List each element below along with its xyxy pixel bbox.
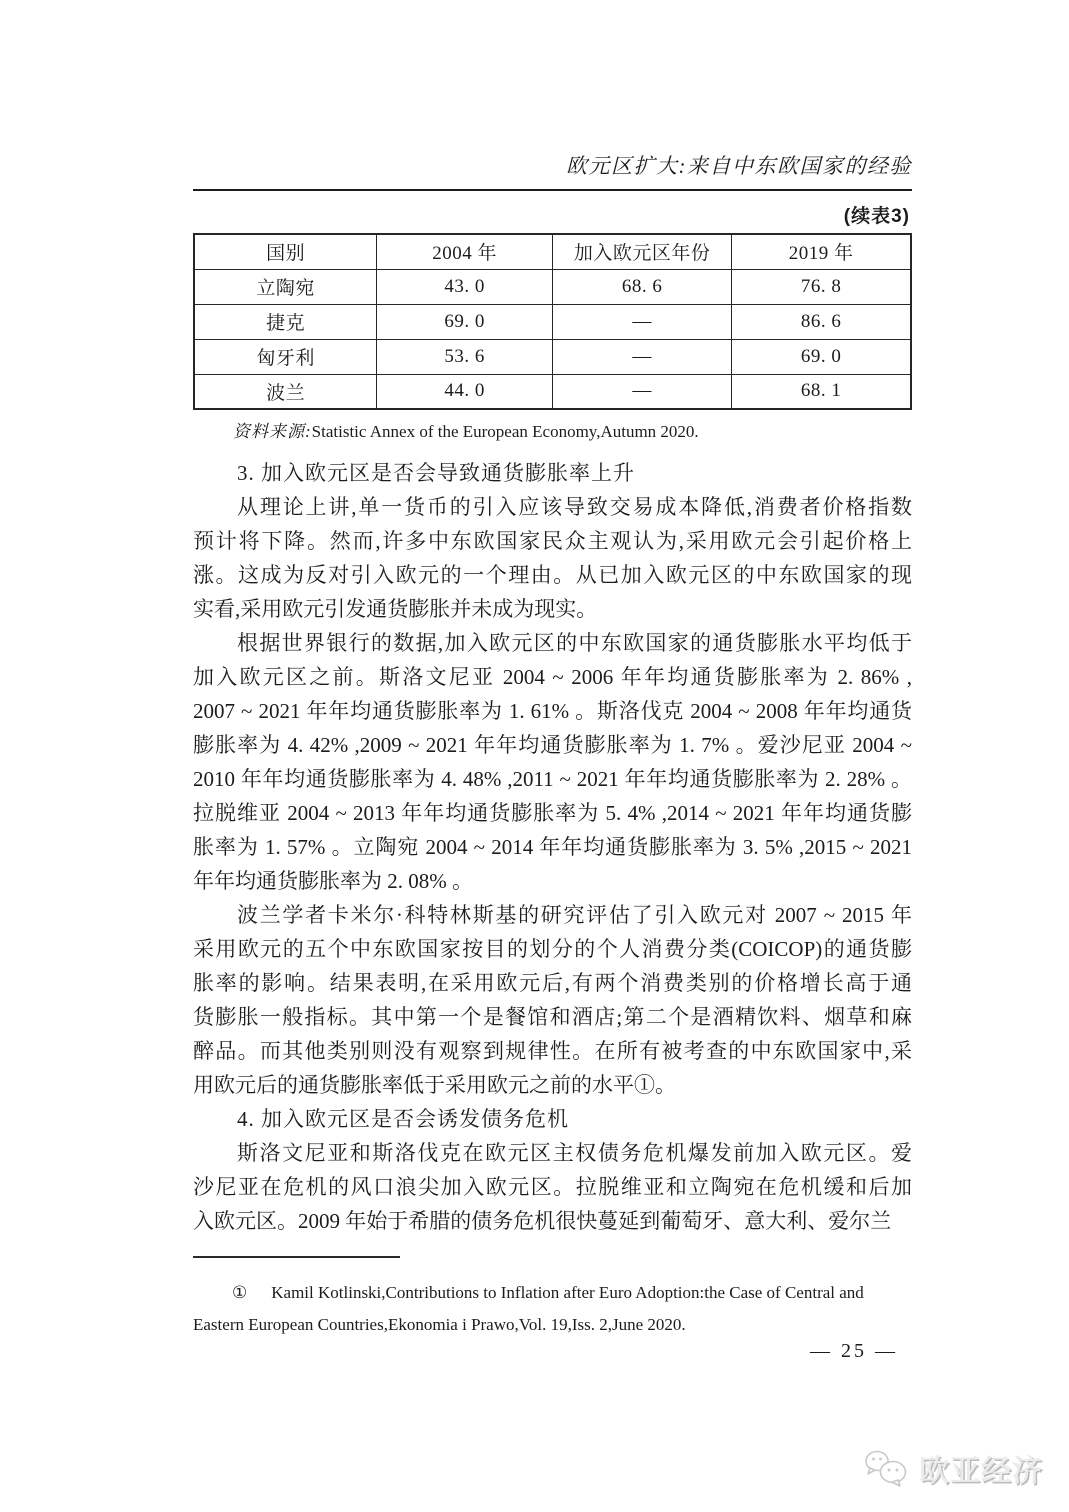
paragraph-line: 2007 ~ 2021 年年均通货膨胀率为 1. 61% 。斯洛伐克 2004 ~ 2008 年年均通货 bbox=[193, 699, 912, 723]
paragraph-line: 斯洛文尼亚和斯洛伐克在欧元区主权债务危机爆发前加入欧元区。爱 bbox=[237, 1141, 912, 1165]
paragraph-line: 采用欧元的五个中东欧国家按目的划分的个人消费分类(COICOP)的通货膨 bbox=[193, 937, 912, 961]
paragraph-line: 拉脱维亚 2004 ~ 2013 年年均通货膨胀率为 5. 4% ,2014 ~ 2021 年年均通货膨 bbox=[193, 801, 912, 825]
publication-logo bbox=[862, 1446, 1043, 1490]
table-cell: 69. 0 bbox=[732, 339, 911, 374]
footnote-divider bbox=[193, 1256, 400, 1258]
paragraph-line: 入欧元区。2009 年始于希腊的债务危机很快蔓延到葡萄牙、意大利、爱尔兰 bbox=[193, 1209, 892, 1233]
table-cell: — bbox=[552, 374, 731, 409]
table-row bbox=[194, 374, 911, 409]
continued-table-note: (续表3) bbox=[843, 206, 910, 227]
table-cell: 44. 0 bbox=[377, 374, 553, 409]
table-cell: 立陶宛 bbox=[194, 269, 377, 304]
paragraph-line: 预计将下降。然而,许多中东欧国家民众主观认为,采用欧元会引起价格上 bbox=[193, 529, 912, 553]
table-cell: 68. 6 bbox=[552, 269, 731, 304]
table-cell: 69. 0 bbox=[377, 304, 553, 339]
footnote bbox=[193, 1277, 912, 1341]
table-row bbox=[194, 269, 911, 304]
paragraph-line: 膨胀率为 4. 42% ,2009 ~ 2021 年年均通货膨胀率为 1. 7% 。爱沙尼亚 2004 ~ bbox=[193, 733, 912, 757]
page-content-column bbox=[193, 0, 912, 1512]
table-cell: 53. 6 bbox=[377, 339, 553, 374]
page-number: — 25 — bbox=[810, 1340, 898, 1362]
footnote-marker: ① bbox=[232, 1283, 248, 1302]
table-header-country: 国别 bbox=[194, 234, 377, 269]
paragraph-line: 年年均通货膨胀率为 2. 08% 。 bbox=[193, 869, 473, 893]
footnote-line: Eastern European Countries,Ekonomia i Prawo,Vol. 19,Iss. 2,June 2020. bbox=[193, 1315, 686, 1334]
paragraph-line: 加入欧元区之前。斯洛文尼亚 2004 ~ 2006 年年均通货膨胀率为 2. 86% , bbox=[193, 665, 912, 689]
paragraph-line: 波兰学者卡米尔·科特林斯基的研究评估了引入欧元对 2007 ~ 2015 年 bbox=[237, 903, 912, 927]
paragraph-line: 实看,采用欧元引发通货膨胀并未成为现实。 bbox=[193, 597, 598, 621]
running-header: 欧元区扩大:来自中东欧国家的经验 bbox=[193, 150, 912, 191]
footnote-text: Kamil Kotlinski,Contributions to Inflation after Euro Adoption:the Case of Central and bbox=[271, 1283, 864, 1302]
table-cell: 捷克 bbox=[194, 304, 377, 339]
table-cell: — bbox=[552, 339, 731, 374]
table-header-2019: 2019 年 bbox=[732, 234, 911, 269]
table-cell: 68. 1 bbox=[732, 374, 911, 409]
paragraph-line: 醉品。而其他类别则没有观察到规律性。在所有被考查的中东欧国家中,采 bbox=[193, 1039, 912, 1063]
table-source-note bbox=[193, 417, 912, 442]
table-cell: 76. 8 bbox=[732, 269, 911, 304]
source-text: Statistic Annex of the European Economy,Autumn 2020. bbox=[311, 422, 699, 441]
table-header-join-year: 加入欧元区年份 bbox=[552, 234, 731, 269]
publication-logo-text: 欧亚经济 bbox=[919, 1455, 1043, 1488]
table-cell: 波兰 bbox=[194, 374, 377, 409]
table-cell: 86. 6 bbox=[732, 304, 911, 339]
paragraph-line: 用欧元后的通货膨胀率低于采用欧元之前的水平①。 bbox=[193, 1073, 676, 1097]
euro-area-table bbox=[193, 233, 912, 410]
wechat-icon bbox=[862, 1448, 910, 1488]
table-row bbox=[194, 339, 911, 374]
table-cell: — bbox=[552, 304, 731, 339]
table-row bbox=[194, 304, 911, 339]
paragraph-line: 涨。这成为反对引入欧元的一个理由。从已加入欧元区的中东欧国家的现 bbox=[193, 563, 912, 587]
source-label: 资料来源: bbox=[233, 422, 312, 441]
paragraph-line: 2010 年年均通货膨胀率为 4. 48% ,2011 ~ 2021 年年均通货膨胀率为 2. 28% 。 bbox=[193, 767, 912, 791]
table-cell: 匈牙利 bbox=[194, 339, 377, 374]
section-3-heading: 3. 加入欧元区是否会导致通货膨胀率上升 bbox=[237, 461, 635, 485]
paragraph-line: 根据世界银行的数据,加入欧元区的中东欧国家的通货膨胀水平均低于 bbox=[237, 631, 912, 655]
paragraph-line: 胀率为 1. 57% 。立陶宛 2004 ~ 2014 年年均通货膨胀率为 3. 5% ,2015 ~ 2021 bbox=[193, 835, 912, 859]
table-header-row bbox=[194, 234, 911, 269]
paragraph-line: 从理论上讲,单一货币的引入应该导致交易成本降低,消费者价格指数 bbox=[237, 495, 912, 519]
paragraph-line: 货膨胀一般指标。其中第一个是餐馆和酒店;第二个是酒精饮料、烟草和麻 bbox=[193, 1005, 912, 1029]
table-cell: 43. 0 bbox=[377, 269, 553, 304]
paragraph-line: 沙尼亚在危机的风口浪尖加入欧元区。拉脱维亚和立陶宛在危机缓和后加 bbox=[193, 1175, 912, 1199]
footnote-line bbox=[193, 1277, 912, 1309]
body-text bbox=[193, 456, 912, 1238]
paragraph-line: 胀率的影响。结果表明,在采用欧元后,有两个消费类别的价格增长高于通 bbox=[193, 971, 912, 995]
section-4-heading: 4. 加入欧元区是否会诱发债务危机 bbox=[237, 1107, 569, 1131]
table-header-2004: 2004 年 bbox=[377, 234, 553, 269]
